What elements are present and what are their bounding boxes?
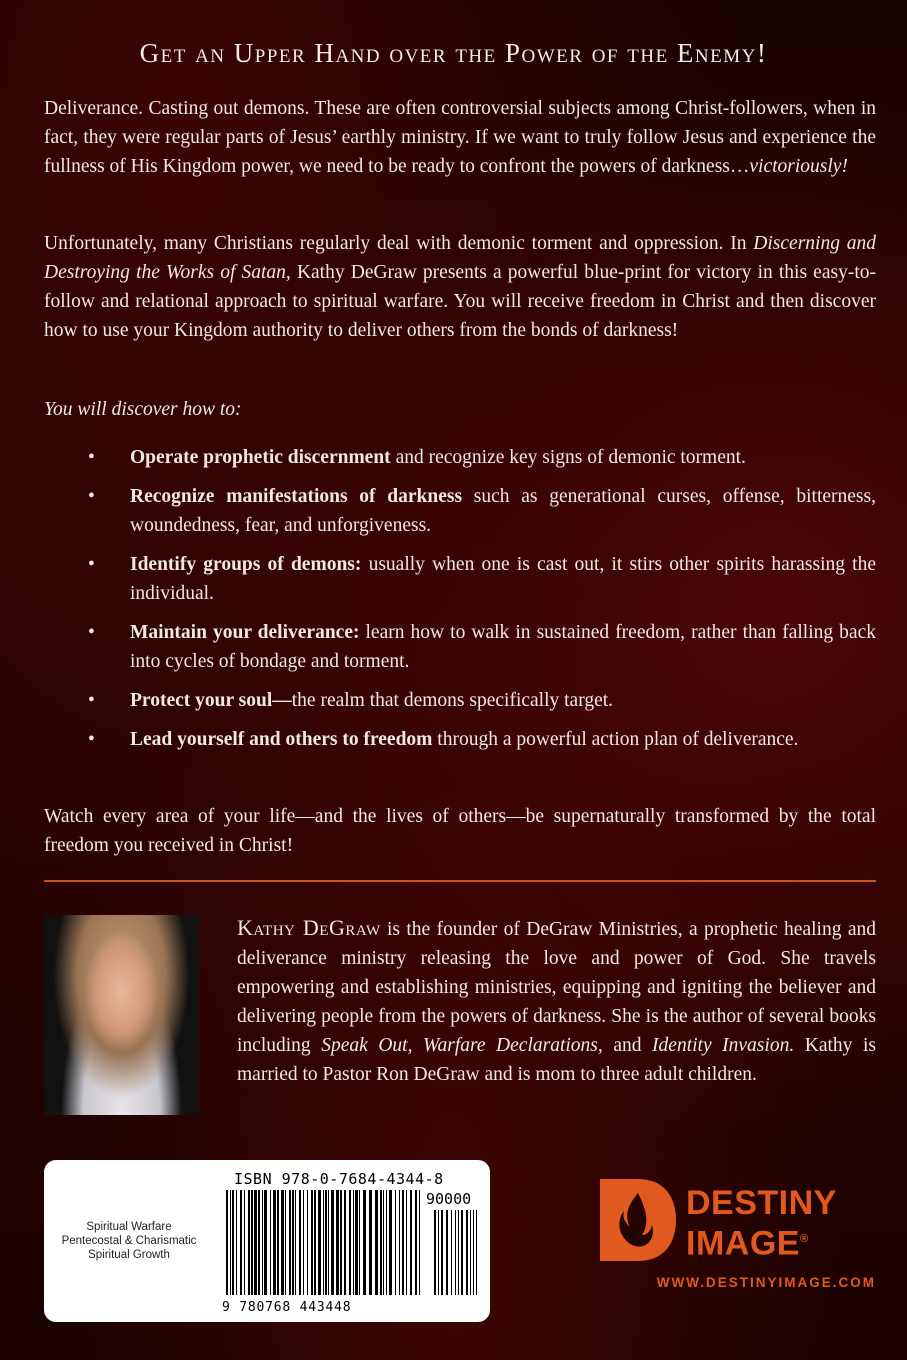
list-item-text: such as generational curses, offense, bitterness, woundedness, fear, and unforgiveness.: [130, 486, 876, 536]
list-item-bold: Recognize manifestations of darkness: [130, 486, 463, 507]
description-paragraph-1: [44, 94, 876, 181]
list-item-bold: Maintain your deliverance:: [130, 622, 360, 643]
publisher-url: WWW.DESTINYIMAGE.COM: [656, 1275, 876, 1290]
isbn-label: ISBN 978-0-7684-4344-8: [234, 1170, 444, 1188]
list-item: [44, 686, 876, 715]
list-item: [44, 725, 876, 754]
ean-digits: 9 780768 443448: [222, 1300, 352, 1315]
bullet-intro: You will discover how to:: [44, 399, 242, 420]
publisher-name-line-2: IMAGE®: [686, 1224, 809, 1263]
benefits-list: [44, 443, 876, 764]
bullet-icon: •: [88, 622, 95, 643]
paragraph-2-rest: Kathy DeGraw presents a powerful blue-print for victory in this easy-to-follow and relational approach to spiritual warfare. You will receive freedom in Christ and then discover how to use your Kingdom authority to deliver others from the bonds of darkness!: [44, 262, 876, 341]
list-item-text: the realm that demons specifically target.: [291, 690, 614, 711]
price-code: 90000: [426, 1190, 472, 1208]
bullet-icon: •: [88, 554, 95, 575]
paragraph-1-text: Deliverance. Casting out demons. These are often controversial subjects among Christ-followers, when in fact, they were regular parts of Jesus’ earthly ministry. If we want to truly follow Jesus and experience the fullness of His Kingdom power, we need to be ready to confront the powers of darkness…: [44, 98, 876, 177]
category-list: [44, 1160, 214, 1322]
list-item-text: learn how to walk in sustained freedom, rather than falling back into cycles of bondage and torment.: [130, 622, 876, 672]
bio-and: and: [602, 1035, 653, 1056]
barcode-icon: [222, 1190, 482, 1300]
paragraph-1-emphasis: victoriously!: [749, 156, 848, 177]
paragraph-2-lead: Unfortunately, many Christians regularly deal with demonic torment and oppression. In: [44, 233, 754, 254]
bio-text-1: is the founder of DeGraw Ministries, a prophetic healing and deliverance ministry releasing the love and power of God. She travels empowering and establishing ministries, equipping and igniting the believer and delivering people from the powers of darkness. She is the author of several books including: [237, 919, 876, 1056]
closing-paragraph: Watch every area of your life—and the lives of others—be supernaturally transformed by the total freedom you received in Christ!: [44, 806, 876, 856]
back-cover-headline: Get an Upper Hand over the Power of the Enemy!: [139, 38, 768, 68]
list-item-bold: Protect your soul—: [130, 690, 292, 711]
list-item-bold: Lead yourself and others to freedom: [130, 729, 433, 750]
bullet-icon: •: [88, 690, 95, 711]
list-item: [44, 618, 876, 676]
barcode-panel: [44, 1160, 490, 1322]
publisher-name-line-1: DESTINY: [686, 1184, 837, 1222]
list-item-text: through a powerful action plan of deliverance.: [432, 729, 799, 750]
bullet-icon: •: [88, 729, 95, 750]
bullet-icon: •: [88, 486, 95, 507]
list-item: [44, 443, 876, 472]
author-bio: [237, 913, 876, 1089]
bullet-icon: •: [88, 447, 95, 468]
section-divider: [44, 880, 876, 882]
list-item-text: and recognize key signs of demonic torment.: [390, 447, 746, 468]
list-item-text: usually when one is cast out, it stirs other spirits harassing the individual.: [130, 554, 876, 604]
book-title: Discerning and Destroying the Works of Satan,: [44, 233, 877, 283]
author-photo: [44, 915, 199, 1115]
publisher-name: [686, 1185, 837, 1261]
list-item-bold: Operate prophetic discernment: [130, 447, 391, 468]
list-item: [44, 482, 876, 540]
registered-mark: ®: [799, 1233, 809, 1245]
category-item: Pentecostal & Charismatic: [61, 1235, 197, 1247]
list-item-bold: Identify groups of demons:: [130, 554, 362, 575]
bio-book-2: Identity Invasion.: [652, 1035, 795, 1056]
destiny-image-logo-icon: [598, 1175, 678, 1265]
category-item: Spiritual Warfare: [86, 1221, 172, 1233]
category-item: Spiritual Growth: [88, 1249, 170, 1261]
bio-text-2: Kathy is married to Pastor Ron DeGraw and is mom to three adult children.: [237, 1035, 876, 1085]
bio-book-1: Speak Out, Warfare Declarations,: [321, 1035, 603, 1056]
author-name: Kathy DeGraw: [237, 915, 381, 940]
description-paragraph-2: [44, 229, 876, 345]
list-item: [44, 550, 876, 608]
